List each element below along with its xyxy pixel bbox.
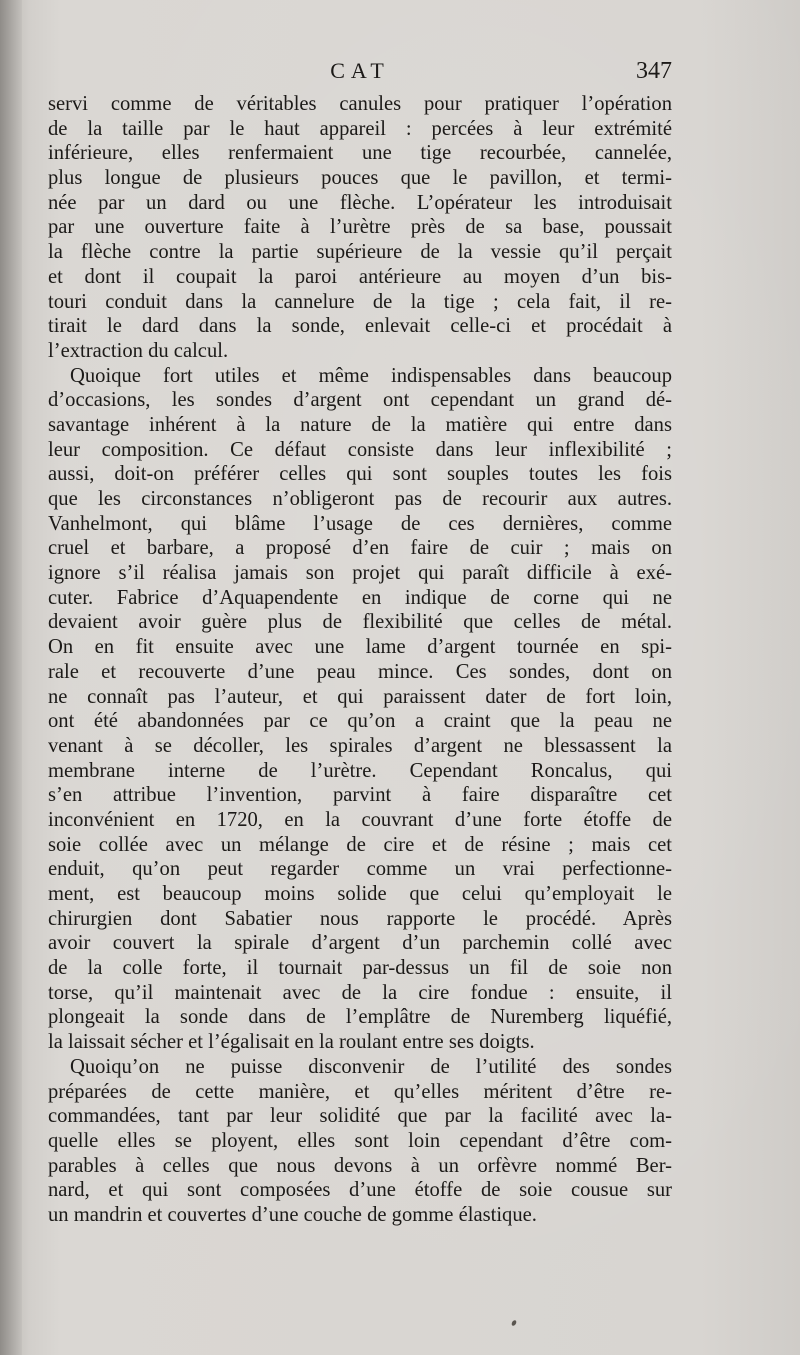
text-line: Quoique fort utiles et même indispensables dans beaucoup xyxy=(70,364,672,387)
page-number: 347 xyxy=(636,58,672,84)
text-line: inférieure, elles renfermaient une tige recourbée, cannelée, xyxy=(48,142,672,165)
text-line: savantage inhérent à la nature de la matière qui entre dans xyxy=(48,413,672,436)
text-line: Vanhelmont, qui blâme l’usage de ces dernières, comme xyxy=(48,512,672,535)
text-line: inconvénient en 1720, en la couvrant d’une forte étoffe de xyxy=(48,808,672,831)
text-line: née par un dard ou une flèche. L’opérateur les introduisait xyxy=(48,191,672,214)
text-line: que les circonstances n’obligeront pas de recourir aux autres. xyxy=(48,488,672,510)
text-line: nard, et qui sont composées d’une étoffe de soie cousue sur xyxy=(48,1179,672,1202)
text-line: torse, qu’il maintenait avec de la cire fondue : ensuite, il xyxy=(48,981,672,1004)
text-line: ignore s’il réalisa jamais son projet qui paraît difficile à exé- xyxy=(48,562,672,585)
text-line: par une ouverture faite à l’urètre près de sa base, poussait xyxy=(48,216,672,239)
text-line: avoir couvert la spirale d’argent d’un parchemin collé avec xyxy=(48,932,672,955)
text-line: ment, est beaucoup moins solide que celui qu’employait le xyxy=(48,883,672,905)
page-header xyxy=(48,58,672,88)
text-line: d’occasions, les sondes d’argent ont cependant un grand dé- xyxy=(48,389,672,412)
text-line: quelle elles se ployent, elles sont loin cependant d’être com- xyxy=(48,1129,672,1152)
text-line: membrane interne de l’urètre. Cependant Roncalus, qui xyxy=(48,759,672,782)
text-line: parables à celles que nous devons à un orfèvre nommé Ber- xyxy=(48,1154,672,1177)
text-line: plus longue de plusieurs pouces que le pavillon, et termi- xyxy=(48,167,672,190)
text-line: la flèche contre la partie supérieure de la vessie qu’il perçait xyxy=(48,241,672,264)
text-line: de la taille par le haut appareil : percées à leur extrémité xyxy=(48,117,672,140)
text-line: préparées de cette manière, et qu’elles méritent d’être re- xyxy=(48,1080,672,1103)
text-line: l’extraction du calcul. xyxy=(48,339,229,362)
text-line: Quoiqu’on ne puisse disconvenir de l’utilité des sondes xyxy=(70,1055,672,1078)
text-line: s’en attribue l’invention, parvint à faire disparaître cet xyxy=(48,784,672,807)
text-line: rale et recouverte d’une peau mince. Ces sondes, dont on xyxy=(48,660,672,683)
running-head: CAT xyxy=(330,58,390,83)
text-line: commandées, tant par leur solidité que par la facilité avec la- xyxy=(48,1105,672,1128)
page-gutter-shadow xyxy=(0,0,22,1355)
ink-speck xyxy=(511,1319,517,1326)
text-line: aussi, doit-on préférer celles qui sont souples toutes les fois xyxy=(48,463,672,486)
text-line: On en fit ensuite avec une lame d’argent tournée en spi- xyxy=(48,636,672,659)
text-line: un mandrin et couvertes d’une couche de gomme élastique. xyxy=(48,1203,537,1226)
text-line: chirurgien dont Sabatier nous rapporte le procédé. Après xyxy=(48,907,672,930)
text-line: touri conduit dans la cannelure de la tige ; cela fait, il re- xyxy=(48,290,672,313)
text-line: et dont il coupait la paroi antérieure au moyen d’un bis- xyxy=(48,265,672,288)
body-text xyxy=(48,92,672,1228)
text-line: leur composition. Ce défaut consiste dans leur inflexibilité ; xyxy=(48,438,672,461)
text-line: ont été abandonnées par ce qu’on a craint que la peau ne xyxy=(48,710,672,733)
text-line: soie collée avec un mélange de cire et de résine ; mais cet xyxy=(48,833,672,856)
text-line: cuter. Fabrice d’Aquapendente en indique de corne qui ne xyxy=(48,586,672,609)
text-line: servi comme de véritables canules pour pratiquer l’opération xyxy=(48,93,672,115)
text-line: plongeait la sonde dans de l’emplâtre de Nuremberg liquéfié, xyxy=(48,1006,672,1029)
text-line: devaient avoir guère plus de flexibilité que celles de métal. xyxy=(48,611,672,634)
text-line: enduit, qu’on peut regarder comme un vrai perfectionne- xyxy=(48,858,672,881)
text-line: tirait le dard dans la sonde, enlevait celle-ci et procédait à xyxy=(48,315,672,338)
text-line: la laissait sécher et l’égalisait en la roulant entre ses doigts. xyxy=(48,1031,535,1054)
text-line: ne connaît pas l’auteur, et qui paraissent dater de fort loin, xyxy=(48,685,672,708)
text-line: de la colle forte, il tournait par-dessus un fil de soie non xyxy=(48,957,672,980)
text-line: cruel et barbare, a proposé d’en faire de cuir ; mais on xyxy=(48,537,672,560)
text-line: venant à se décoller, les spirales d’argent ne blessassent la xyxy=(48,734,672,757)
